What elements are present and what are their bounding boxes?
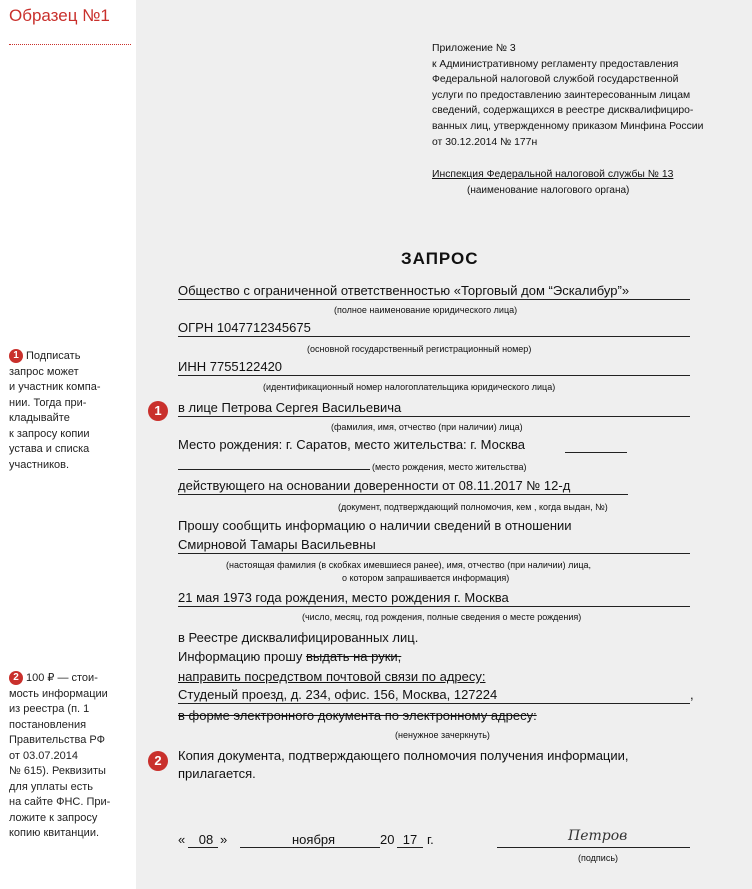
note-1-line: устава и списка	[9, 443, 90, 455]
address-field: Студеный проезд, д. 234, офис. 156, Москва, 127224	[178, 687, 690, 704]
sample-title: Образец №1	[9, 6, 110, 25]
note-1-line: участников.	[9, 458, 70, 471]
inn-field: ИНН 7755122420	[178, 359, 690, 376]
inn-hint: (идентификационный номер налогоплательщика юридического лица)	[263, 382, 556, 392]
birth-residence-line-2	[178, 469, 370, 470]
note-1-line: к запросу копии	[9, 427, 90, 440]
date-year: 17	[402, 832, 418, 847]
appendix-line: Федеральной налоговой службой государственной	[432, 74, 679, 86]
note-2-line: № 615). Реквизиты	[9, 765, 106, 777]
subject-hint-2: о котором запрашивается информация)	[342, 573, 510, 583]
signature-line	[497, 847, 690, 848]
note-2-line: от 03.07.2014	[9, 749, 79, 762]
appendix-line: услуги по предоставлению заинтересованным лицам	[432, 89, 691, 101]
tax-authority: Инспекция Федеральной налоговой службы № 13	[432, 169, 674, 180]
side-note-1	[9, 349, 121, 473]
note-1-line: нии. Тогда при-	[9, 396, 87, 409]
note-1-line: и участник компа-	[9, 381, 101, 393]
subject-name-field: Смирновой Тамары Васильевны	[178, 537, 690, 554]
side-note-2	[9, 671, 121, 842]
date-close-quote: »	[220, 832, 228, 847]
date-day-line	[188, 847, 218, 848]
appendix-line: Приложение № 3	[432, 43, 516, 54]
note-2-line: постановления	[9, 718, 87, 731]
date-year-prefix: 20	[380, 832, 395, 847]
delivery-electronic-struck: в форме электронного документа по электронному адресу:	[178, 708, 537, 723]
company-name-hint: (полное наименование юридического лица)	[334, 305, 518, 315]
note-2-line: Правительства РФ	[9, 734, 105, 746]
title-divider	[9, 44, 131, 45]
signature-hint: (подпись)	[578, 853, 619, 863]
representative-field: в лице Петрова Сергея Васильевича	[178, 400, 690, 417]
authority-doc-field: действующего на основании доверенности от 08.11.2017 № 12-д	[178, 478, 628, 495]
note-badge-2: 2	[9, 671, 23, 685]
representative-hint: (фамилия, имя, отчество (при наличии) лица)	[331, 422, 523, 432]
date-month: ноября	[292, 832, 336, 847]
note-badge-1: 1	[9, 349, 23, 363]
birth-residence-line	[565, 452, 627, 453]
delivery-post: направить посредством почтовой связи по адресу:	[178, 669, 486, 684]
birth-residence-hint: (место рождения, место жительства)	[372, 462, 527, 472]
note-2-line: мость информации	[9, 687, 108, 700]
date-open-quote: «	[178, 832, 186, 847]
appendix-line: ванных лиц, утвержденному приказом Минфина России	[432, 120, 704, 132]
authority-doc-hint: (документ, подтверждающий полномочия, кем , когда выдан, №)	[338, 502, 608, 512]
note-2-line: из реестра (п. 1	[9, 703, 90, 715]
delivery-options	[178, 649, 401, 664]
date-year-suffix: г.	[427, 832, 434, 847]
appendix-line: к Административному регламенту предоставления	[432, 58, 679, 70]
registry-line: в Реестре дисквалифицированных лиц.	[178, 630, 419, 645]
delivery-hint: (ненужное зачеркнуть)	[395, 730, 490, 740]
note-2-line: 100 ₽ — стои-	[26, 672, 98, 684]
note-2-line: ложите к запросу	[9, 811, 98, 824]
company-name-field: Общество с ограниченной ответственностью «Торговый дом “Эскалибур”»	[178, 283, 690, 300]
note-1-line: запрос может	[9, 365, 79, 378]
badge-1: 1	[148, 401, 168, 421]
badge-2: 2	[148, 751, 168, 771]
appendix-line: от 30.12.2014 № 177н	[432, 136, 538, 148]
note-1-line: кладывайте	[9, 412, 70, 424]
note-1-line: Подписать	[26, 350, 81, 362]
note-2-line: копию квитанции.	[9, 827, 100, 839]
tax-authority-hint: (наименование налогового органа)	[467, 185, 630, 196]
note-2-line: для уплаты есть	[9, 780, 93, 793]
birth-residence-text: Место рождения: г. Саратов, место жительства: г. Москва	[178, 437, 526, 452]
document-title: ЗАПРОС	[401, 249, 479, 268]
date-month-line	[240, 847, 380, 848]
address-comma: ,	[690, 687, 694, 702]
date-day: 08	[198, 832, 214, 847]
subject-birth-field: 21 мая 1973 года рождения, место рождения г. Москва	[178, 590, 690, 607]
attachment-line-2: прилагается.	[178, 766, 256, 781]
ogrn-hint: (основной государственный регистрационный номер)	[307, 344, 532, 354]
ogrn-field: ОГРН 1047712345675	[178, 320, 690, 337]
date-year-line	[397, 847, 423, 848]
signature: Петров	[568, 828, 628, 844]
appendix-line: сведений, содержащихся в реестре дисквалифициро-	[432, 105, 694, 117]
note-2-line: на сайте ФНС. При-	[9, 796, 111, 808]
subject-birth-hint: (число, месяц, год рождения, полные сведения о месте рождения)	[302, 612, 582, 622]
subject-hint-1: (настоящая фамилия (в скобках имевшиеся ранее), имя, отчество (при наличии) лица,	[226, 560, 592, 570]
appendix-block	[432, 41, 703, 150]
attachment-line-1: Копия документа, подтверждающего полномочия получения информации,	[178, 748, 629, 763]
request-line: Прошу сообщить информацию о наличии сведений в отношении	[178, 518, 572, 533]
delivery-in-person-struck: выдать на руки,	[305, 649, 402, 664]
delivery-prefix: Информацию прошу	[178, 649, 303, 664]
